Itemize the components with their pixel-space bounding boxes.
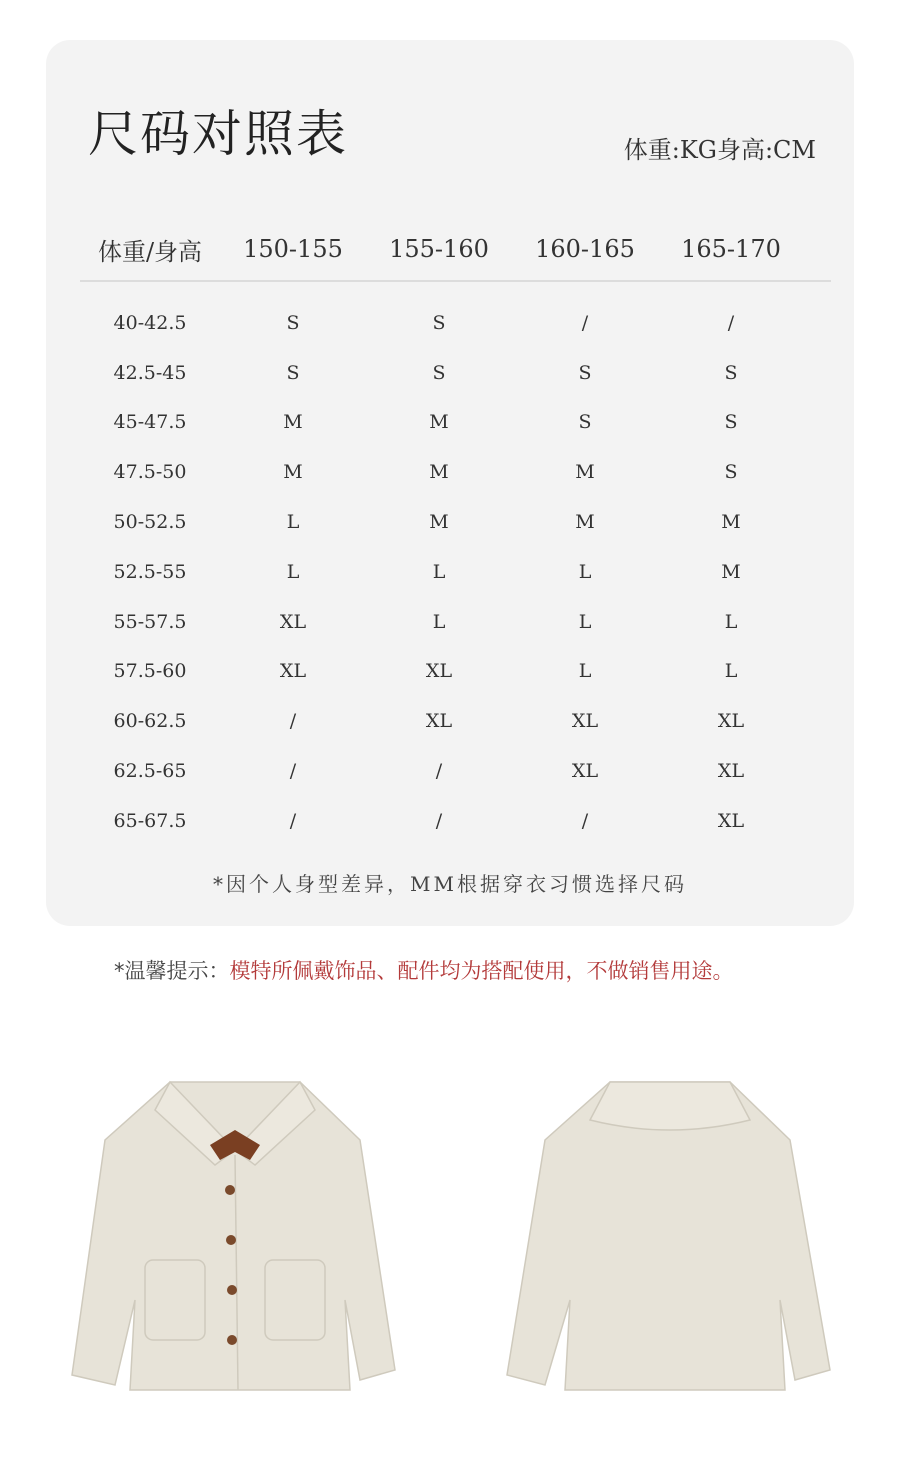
size-cell: / <box>289 760 297 783</box>
weight-cell: 52.5-55 <box>113 560 187 583</box>
size-cell: / <box>435 760 443 783</box>
table-row <box>80 547 831 597</box>
size-table <box>80 218 831 846</box>
size-cell: XL <box>425 710 453 733</box>
table-row <box>80 696 831 746</box>
size-cell: L <box>578 610 592 633</box>
size-cell: XL <box>571 760 599 783</box>
header-cell: 155-160 <box>389 235 489 263</box>
size-cell: XL <box>279 660 307 683</box>
table-header <box>80 218 831 282</box>
header-cell: 150-155 <box>243 235 343 263</box>
size-cell: L <box>578 660 592 683</box>
weight-cell: 50-52.5 <box>113 511 187 534</box>
page-title: 尺码对照表 <box>88 105 348 163</box>
tip-label: *温馨提示： <box>114 959 230 983</box>
size-cell: S <box>578 361 592 384</box>
size-cell: L <box>432 610 446 633</box>
size-cell: M <box>429 411 449 434</box>
weight-cell: 42.5-45 <box>113 361 187 384</box>
jacket-back-image <box>495 1070 845 1410</box>
table-body <box>80 298 831 846</box>
size-cell: XL <box>717 710 745 733</box>
size-cell: M <box>283 411 303 434</box>
size-cell: XL <box>571 710 599 733</box>
weight-cell: 47.5-50 <box>113 461 187 484</box>
size-cell: L <box>286 511 300 534</box>
header-cell: 165-170 <box>681 235 781 263</box>
weight-cell: 40-42.5 <box>113 311 187 334</box>
size-cell: L <box>432 560 446 583</box>
size-cell: S <box>286 361 300 384</box>
size-cell: XL <box>279 610 307 633</box>
table-row <box>80 398 831 448</box>
weight-cell: 57.5-60 <box>113 660 187 683</box>
size-cell: S <box>578 411 592 434</box>
size-cell: M <box>575 511 595 534</box>
size-cell: S <box>286 311 300 334</box>
weight-cell: 45-47.5 <box>113 411 187 434</box>
table-row <box>80 647 831 697</box>
size-cell: XL <box>717 760 745 783</box>
table-row <box>80 746 831 796</box>
weight-cell: 62.5-65 <box>113 760 187 783</box>
weight-cell: 60-62.5 <box>113 710 187 733</box>
size-cell: M <box>429 511 449 534</box>
size-cell: L <box>724 610 738 633</box>
footnote: *因个人身型差异，MM根据穿衣习惯选择尺码 <box>213 872 687 896</box>
size-cell: / <box>581 809 589 832</box>
size-cell: M <box>283 461 303 484</box>
size-cell: XL <box>717 809 745 832</box>
weight-cell: 55-57.5 <box>113 610 187 633</box>
size-cell: L <box>286 560 300 583</box>
size-cell: L <box>724 660 738 683</box>
header-cell: 体重/身高 <box>97 237 203 266</box>
size-cell: XL <box>425 660 453 683</box>
size-cell: / <box>581 311 589 334</box>
table-row <box>80 447 831 497</box>
tip <box>114 956 734 986</box>
table-row <box>80 497 831 547</box>
size-cell: S <box>724 361 738 384</box>
size-cell: / <box>435 809 443 832</box>
size-cell: S <box>432 311 446 334</box>
size-cell: S <box>432 361 446 384</box>
tip-text: 模特所佩戴饰品、配件均为搭配使用，不做销售用途。 <box>229 959 734 983</box>
size-cell: / <box>289 809 297 832</box>
size-cell: L <box>578 560 592 583</box>
size-cell: / <box>289 710 297 733</box>
jacket-front-image <box>60 1070 410 1410</box>
size-cell: / <box>727 311 735 334</box>
header-cell: 160-165 <box>535 235 635 263</box>
size-cell: M <box>721 560 741 583</box>
weight-cell: 65-67.5 <box>113 809 187 832</box>
table-row <box>80 597 831 647</box>
table-row <box>80 796 831 846</box>
size-cell: M <box>429 461 449 484</box>
table-row <box>80 348 831 398</box>
size-cell: M <box>575 461 595 484</box>
unit-note: 体重:KG身高:CM <box>623 136 816 164</box>
table-row <box>80 298 831 348</box>
size-cell: S <box>724 411 738 434</box>
size-cell: S <box>724 461 738 484</box>
size-cell: M <box>721 511 741 534</box>
